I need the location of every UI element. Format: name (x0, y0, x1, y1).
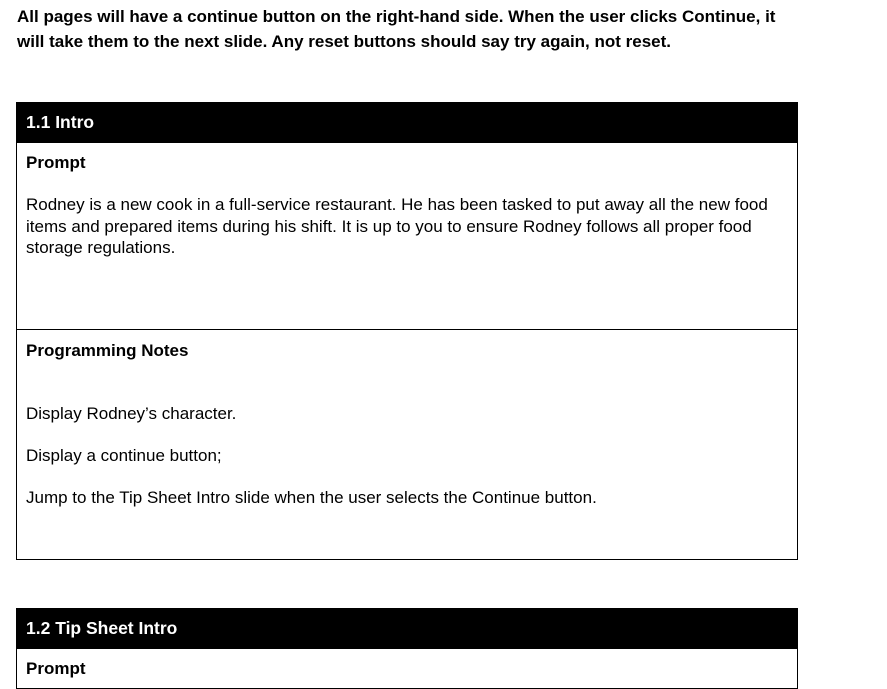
programming-note: Jump to the Tip Sheet Intro slide when the user selects the Continue button. (26, 488, 597, 507)
section-heading: 1.1 Intro (16, 102, 798, 143)
section-tip-sheet-intro (16, 608, 798, 689)
programming-note: Display a continue button; (26, 446, 222, 465)
programming-note: Display Rodney’s character. (26, 404, 237, 423)
section-heading: 1.2 Tip Sheet Intro (16, 608, 798, 649)
programming-notes-title: Programming Notes (26, 341, 189, 360)
instructions-paragraph: All pages will have a continue button on the right-hand side. When the user clicks Continue, it will take them to the next slide. Any reset buttons should say try again, not reset. (17, 7, 776, 51)
prompt-cell (16, 143, 798, 330)
prompt-cell (16, 649, 798, 689)
section-intro (16, 102, 798, 560)
programming-notes-cell (16, 330, 798, 560)
prompt-title: Prompt (26, 153, 86, 172)
prompt-title: Prompt (26, 659, 86, 678)
prompt-text: Rodney is a new cook in a full-service restaurant. He has been tasked to put away all the new food items and prepared items during his shift. It is up to you to ensure Rodney follows all proper food storage regulations. (26, 195, 768, 257)
